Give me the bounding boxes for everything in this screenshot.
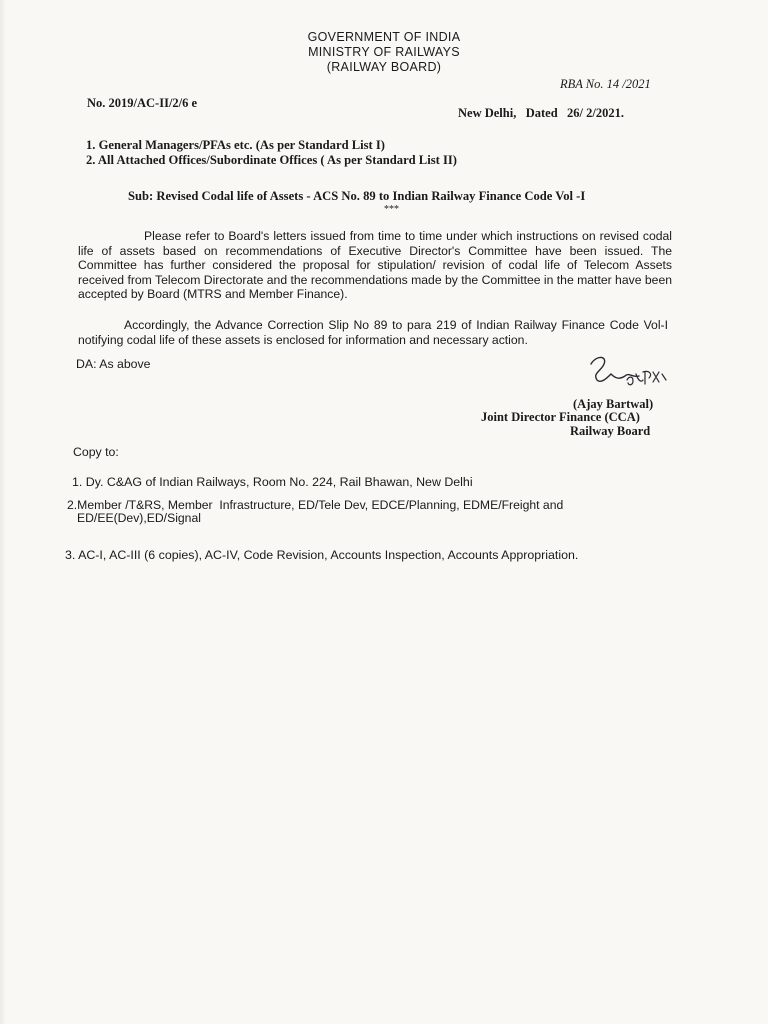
paragraph-enclosure: Accordingly, the Advance Correction Slip No 89 to para 219 of Indian Railway Finance Code Vol-I notifying codal life of these assets is enclosed for information and necessary action. bbox=[78, 318, 668, 347]
reference-number: No. 2019/AC-II/2/6 e bbox=[87, 96, 198, 110]
handwritten-signature bbox=[583, 350, 673, 398]
copy-to-item-2: 2.Member /T&RS, Member Infrastructure, ED/Tele Dev, EDCE/Planning, EDME/Freight and bbox=[67, 498, 564, 512]
signatory-designation: Joint Director Finance (CCA) bbox=[481, 410, 640, 424]
subject-line: Sub: Revised Codal life of Assets - ACS No. 89 to Indian Railway Finance Code Vol -I bbox=[128, 189, 586, 203]
signatory-name: (Ajay Bartwal) bbox=[573, 397, 654, 411]
copy-to-item-2-continued: ED/EE(Dev),ED/Signal bbox=[77, 511, 201, 525]
addressee-1: 1. General Managers/PFAs etc. (As per Standard List I) bbox=[86, 138, 385, 152]
addressee-2: 2. All Attached Offices/Subordinate Offices ( As per Standard List II) bbox=[86, 153, 457, 167]
paragraph-reference: Please refer to Board's letters issued from time to time under which instructions on revised codal life of assets based on recommendations of Executive Director's Committee have been issued. The Committee has further considered the proposal for stipulation/ revision of codal life of Telecom Assets received from Telecom Directorate and the recommendations made by the Committee in the matter have been accepted by Board (MTRS and Member Finance). bbox=[78, 229, 672, 302]
header-ministry: MINISTRY OF RAILWAYS bbox=[308, 45, 460, 59]
document-attachment-note: DA: As above bbox=[76, 357, 151, 371]
scan-edge-shadow bbox=[0, 0, 6, 1024]
header-government: GOVERNMENT OF INDIA bbox=[307, 30, 461, 44]
header-board: (RAILWAY BOARD) bbox=[326, 60, 442, 74]
copy-to-label: Copy to: bbox=[73, 445, 119, 459]
copy-to-item-1: 1. Dy. C&AG of Indian Railways, Room No. 224, Rail Bhawan, New Delhi bbox=[72, 475, 473, 489]
signatory-office: Railway Board bbox=[570, 424, 651, 438]
rba-number: RBA No. 14 /2021 bbox=[560, 77, 651, 91]
copy-to-item-3: 3. AC-I, AC-III (6 copies), AC-IV, Code Revision, Accounts Inspection, Accounts Appropriation. bbox=[65, 548, 579, 562]
place-and-date: New Delhi, Dated 26/ 2/2021. bbox=[458, 106, 624, 120]
subject-stars: *** bbox=[384, 204, 399, 215]
